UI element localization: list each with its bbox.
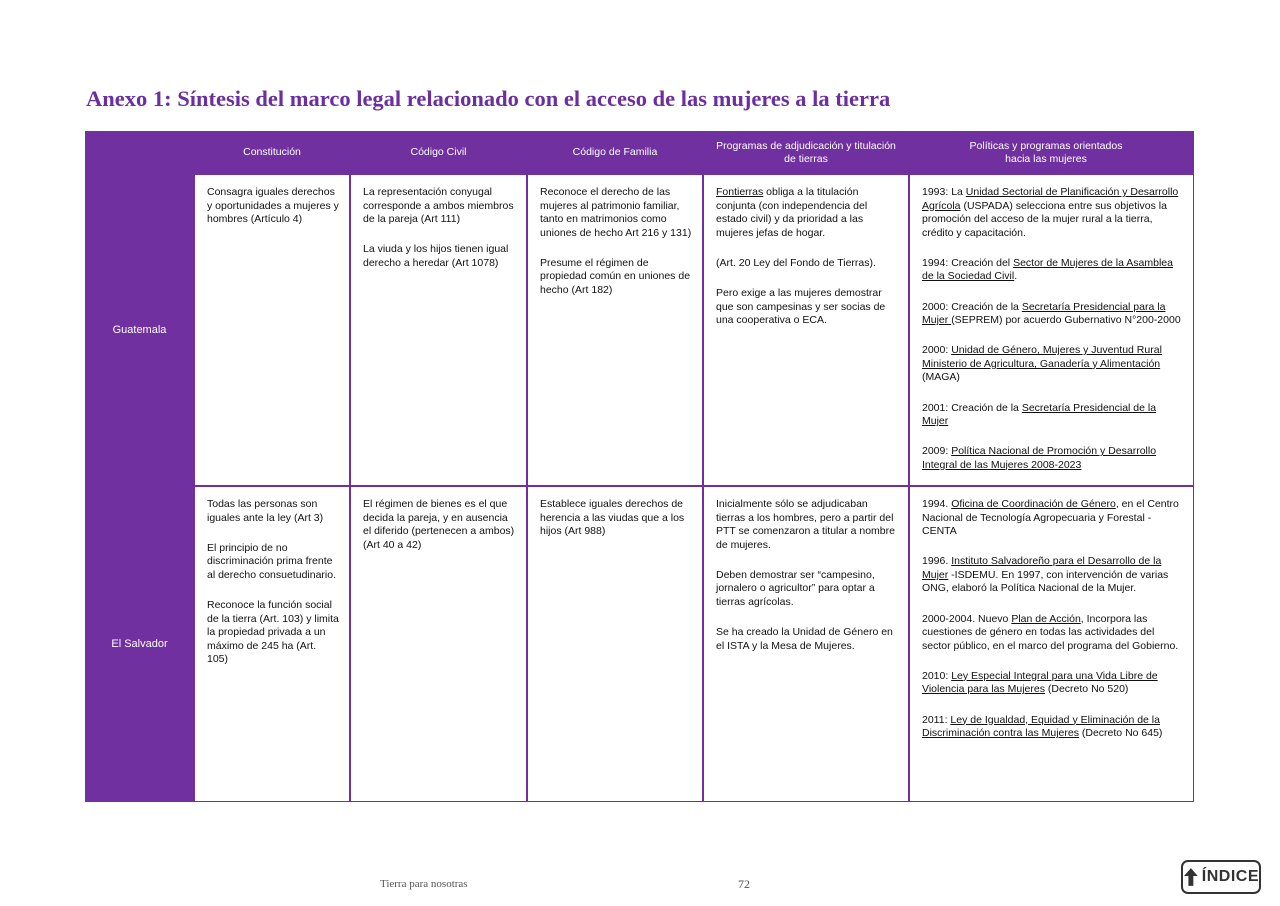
cell-text: La representación conyugal corresponde a ambos miembros de la pareja (Art 111) xyxy=(363,186,514,226)
el-salvador-constitucion-cell xyxy=(195,487,349,801)
cell-text: Inicialmente sólo se adjudicaban tierras a los hombres, pero a partir del PTT se comenzaron a titular a nombre de mujeres. xyxy=(716,498,895,551)
maga-link[interactable]: Unidad de Género, Mujeres y Juventud Rural Ministerio de Agricultura, Ganadería y Alimentación xyxy=(922,344,1162,370)
el-salvador-codigo-civil-cell xyxy=(351,487,526,801)
index-button-label: ÍNDICE xyxy=(1201,868,1259,885)
cell-text: Pero exige a las mujeres demostrar que son campesinas y ser socias de una cooperativa o ECA. xyxy=(716,286,886,327)
row-header-el-salvador: El Salvador xyxy=(111,638,168,650)
cell-text: El principio de no discriminación prima frente al derecho consuetudinario. xyxy=(207,541,337,581)
cell-text: El régimen de bienes es el que decida la pareja, y en ausencia el diferido (pertenecen a ambos) (Art 40 a 42) xyxy=(363,498,515,551)
ley-violencia-link[interactable]: Ley Especial Integral para una Vida Libre de Violencia para las Mujeres xyxy=(922,669,1158,696)
cell-text: Se ha creado la Unidad de Género en el ISTA y la Mesa de Mujeres. xyxy=(716,626,893,652)
uspada-link[interactable]: Unidad Sectorial de Planificación y Desarrollo Agrícola xyxy=(922,186,1179,212)
header-constitucion: Constitución xyxy=(243,146,301,158)
cell-text: Consagra iguales derechos y oportunidades a mujeres y hombres (Artículo 4) xyxy=(207,186,339,226)
plan-accion-link[interactable]: Plan de Acción xyxy=(1011,612,1081,625)
cell-text: (Art. 20 Ley del Fondo de Tierras). xyxy=(716,256,876,269)
ley-igualdad-link[interactable]: Ley de Igualdad, Equidad y Eliminación de la Discriminación contra las Mujeres xyxy=(922,713,1160,740)
up-arrow-icon xyxy=(1183,867,1199,887)
index-button[interactable] xyxy=(1181,860,1261,894)
header-codigo-civil: Código Civil xyxy=(410,146,467,158)
seprem-link[interactable]: Secretaría Presidencial para la Mujer xyxy=(922,300,1166,327)
cell-text: Todas las personas son iguales ante la ley (Art 3) xyxy=(207,498,324,524)
cell-text: Reconoce el derecho de las mujeres al patrimonio familiar, tanto en matrimonios como uniones de hecho Art 216 y 131) xyxy=(540,186,692,239)
header-politicas: Políticas y programas orientados hacia las mujeres xyxy=(969,139,1123,165)
page-title: Anexo 1: Síntesis del marco legal relacionado con el acceso de las mujeres a la tierra xyxy=(86,86,891,111)
cell-text: Reconoce la función social de la tierra (Art. 103) y limita la propiedad privada a un máximo de 245 ha (Art. 105) xyxy=(207,598,339,666)
cell-text: Establece iguales derechos de herencia a las viudas que a los hijos (Art 988) xyxy=(540,498,685,538)
header-programas: Programas de adjudicación y titulación de tierras xyxy=(716,139,896,165)
fontierras-link[interactable]: Fontierras xyxy=(716,186,764,198)
cell-text: La viuda y los hijos tienen igual derecho a heredar (Art 1078) xyxy=(363,243,509,269)
guatemala-programas-cell: Fontierras obliga a la titulación conjunta (con independencia del estado civil) y da prioridad a las mujeres jefas de hogar. (Art. 20 Ley del Fondo de Tierras). Pero exige a las mujeres demostrar que son campesinas y ser socias de una cooperativa o ECA. xyxy=(704,175,908,485)
guatemala-constitucion-cell xyxy=(195,175,349,485)
el-salvador-politicas-cell: 1994. Oficina de Coordinación de Género, en el Centro Nacional de Tecnología Agropecuaria y Forestal -CENTA 1996. Instituto Salvadoreño para el Desarrollo de la Mujer -ISDEMU. En 1997, con intervención de varias ONG, elaboró la Política Nacional de la Mujer. 2000-2004. Nuevo Plan de Acción, Incorpora las cuestiones de género en todas las actividades del sector público, en el marco del programa del Gobierno. 2010: Ley Especial Integral para una Vida Libre de Violencia para las Mujeres (Decreto No 520) 2011: Ley de Igualdad, Equidad y Eliminación de la Discriminación contra las Mujeres (Decreto No 645) xyxy=(910,487,1193,801)
politica-nacional-link[interactable]: Política Nacional de Promoción y Desarrollo Integral de las Mujeres 2008-2023 xyxy=(922,445,1157,471)
el-salvador-programas-cell xyxy=(704,487,908,801)
row-header-guatemala: Guatemala xyxy=(112,324,167,336)
guatemala-codigo-civil-cell xyxy=(351,175,526,485)
legal-framework-table xyxy=(85,131,1194,802)
guatemala-codigo-familia-cell xyxy=(528,175,702,485)
guatemala-politicas-cell: 1993: La Unidad Sectorial de Planificación y Desarrollo Agrícola (USPADA) selecciona entre sus objetivos la promoción del acceso de la mujer rural a la tierra, crédito y capacitación. 1994: Creación del Sector de Mujeres de la Asamblea de la Sociedad Civil. 2000: Creación de la Secretaría Presidencial para la Mujer (SEPREM) por acuerdo Gubernativo N°200-2000 2000: Unidad de Género, Mujeres y Juventud Rural Ministerio de Agricultura, Ganadería y Alimentación (MAGA) 2001: Creación de la Secretaría Presidencial de la Mujer 2009: Política Nacional de Promoción y Desarrollo Integral de las Mujeres 2008-2023 xyxy=(910,175,1193,485)
header-codigo-familia: Código de Familia xyxy=(572,146,658,158)
book-title-footer: Tierra para nosotras xyxy=(380,878,468,890)
el-salvador-codigo-familia-cell xyxy=(528,487,702,801)
isdemu-link[interactable]: Instituto Salvadoreño para el Desarrollo de la Mujer xyxy=(922,555,1162,581)
oficina-genero-link[interactable]: Oficina de Coordinación de Género xyxy=(951,498,1116,510)
cell-text: Deben demostrar ser “campesino, jornalero o agricultor” para optar a tierras agrícolas. xyxy=(716,568,875,609)
page-number: 72 xyxy=(738,877,750,891)
sector-mujeres-link[interactable]: Sector de Mujeres de la Asamblea de la Sociedad Civil xyxy=(922,256,1173,283)
secretaria-mujer-link[interactable]: Secretaría Presidencial de la Mujer xyxy=(922,401,1157,428)
cell-text: Presume el régimen de propiedad común en uniones de hecho (Art 182) xyxy=(540,256,691,297)
